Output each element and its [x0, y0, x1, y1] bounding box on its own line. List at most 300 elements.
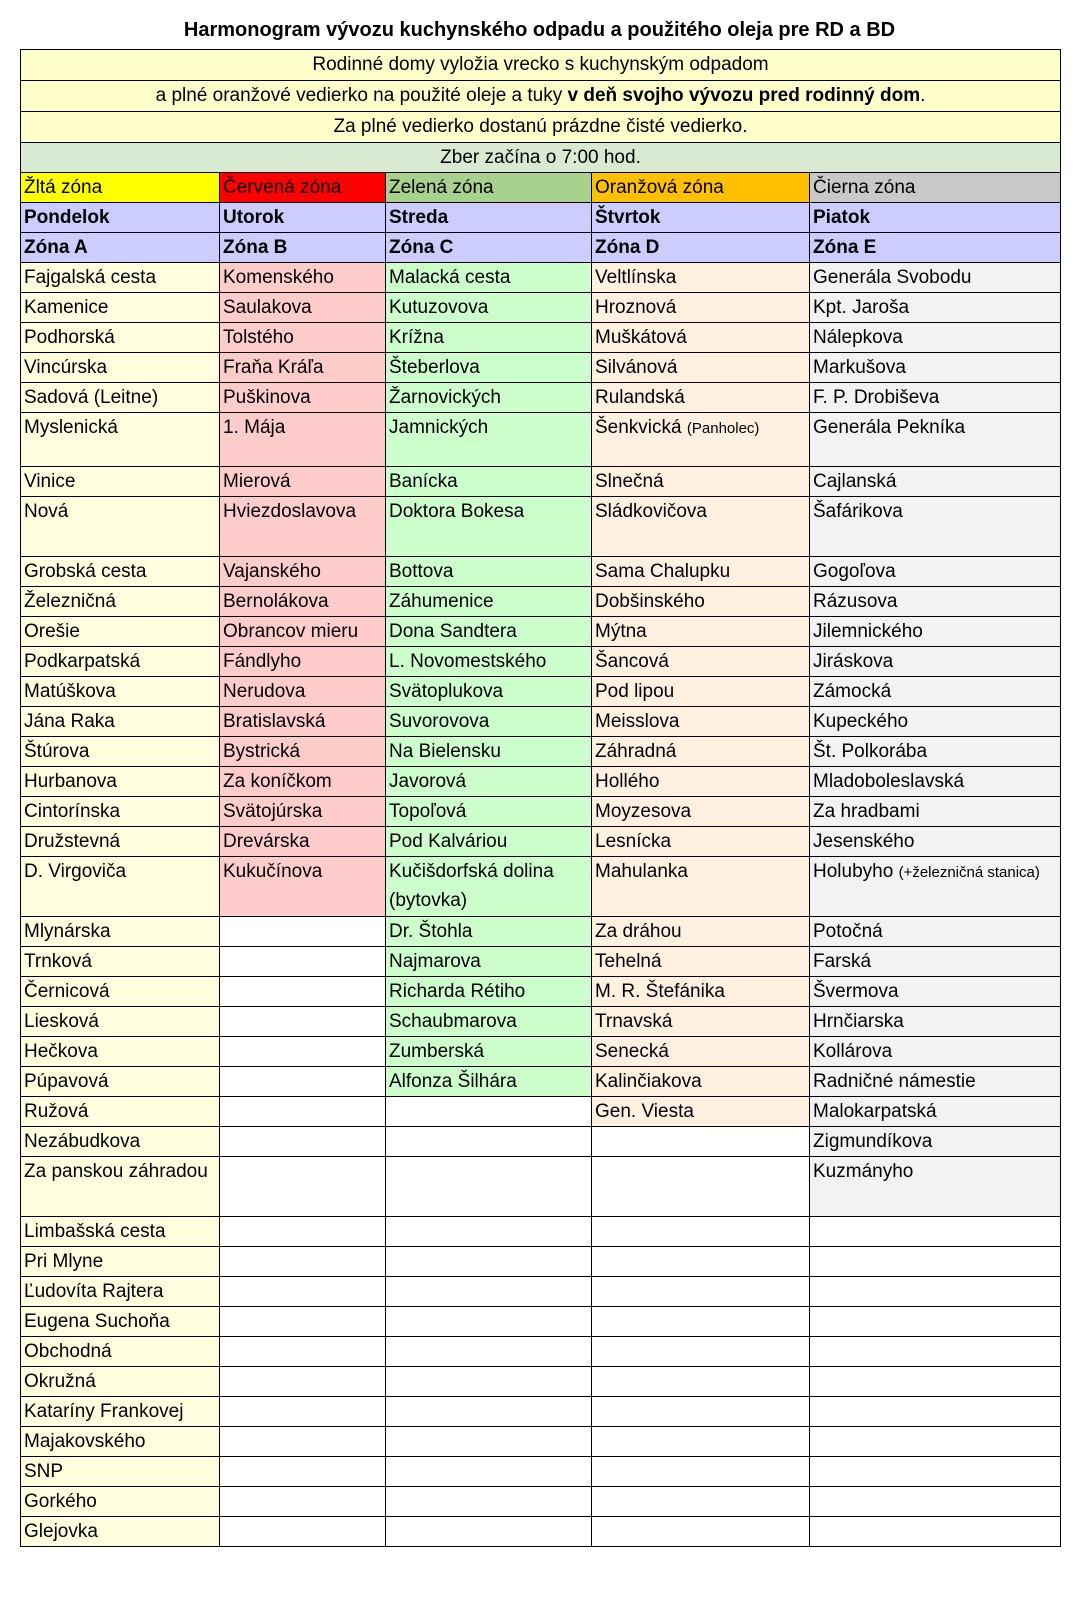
street-cell	[220, 293, 386, 323]
street-name: Pod Kalváriou	[389, 831, 508, 852]
table-row	[21, 797, 1061, 827]
street-cell	[21, 293, 220, 323]
street-cell	[21, 1097, 220, 1127]
street-name: Mahulanka	[595, 861, 688, 882]
table-row	[21, 1157, 1061, 1217]
street-cell	[810, 1307, 1061, 1337]
table-row	[21, 827, 1061, 857]
street-name: Doktora Bokesa	[389, 501, 525, 522]
street-name: Št. Polkorába	[813, 741, 928, 762]
street-cell	[220, 263, 386, 293]
street-cell	[386, 737, 592, 767]
street-cell	[220, 1157, 386, 1217]
street-cell	[220, 383, 386, 413]
street-cell	[386, 647, 592, 677]
table-row	[21, 737, 1061, 767]
street-name: F. P. Drobiševa	[813, 387, 940, 408]
zone-name-cell: Červená zóna	[220, 173, 386, 203]
street-name: L. Novomestského	[389, 651, 547, 672]
street-cell	[386, 1037, 592, 1067]
street-cell	[810, 557, 1061, 587]
table-row	[21, 647, 1061, 677]
street-name: Tolstého	[223, 327, 294, 348]
street-name: Puškinova	[223, 387, 311, 408]
street-name: Fajgalská cesta	[24, 267, 157, 288]
zone-name-cell: Žltá zóna	[21, 173, 220, 203]
street-name: Liesková	[24, 1011, 99, 1032]
table-row	[21, 353, 1061, 383]
street-name: Potočná	[813, 921, 883, 942]
street-name: Bystrická	[223, 741, 301, 762]
street-name: Jesenského	[813, 831, 915, 852]
street-name: Kalinčiakova	[595, 1071, 702, 1092]
street-cell	[592, 353, 810, 383]
street-name: Grobská cesta	[24, 561, 147, 582]
street-cell	[810, 497, 1061, 557]
street-name: Mierová	[223, 471, 291, 492]
street-cell	[386, 1427, 592, 1457]
street-cell	[386, 797, 592, 827]
day-cell: Štvrtok	[592, 203, 810, 233]
street-name: Mýtna	[595, 621, 647, 642]
street-cell	[810, 587, 1061, 617]
start-time-row	[21, 143, 1061, 173]
street-cell	[810, 737, 1061, 767]
street-cell	[592, 557, 810, 587]
street-cell	[592, 677, 810, 707]
street-name: Nálepkova	[813, 327, 903, 348]
street-cell	[592, 1217, 810, 1247]
street-cell	[21, 857, 220, 917]
street-cell	[220, 1247, 386, 1277]
street-cell	[810, 827, 1061, 857]
street-cell	[21, 1247, 220, 1277]
street-cell	[810, 707, 1061, 737]
street-cell	[21, 263, 220, 293]
street-cell	[592, 1307, 810, 1337]
table-row	[21, 1217, 1061, 1247]
street-cell	[220, 1487, 386, 1517]
street-cell	[220, 707, 386, 737]
street-cell	[220, 413, 386, 467]
street-cell	[592, 263, 810, 293]
street-cell	[592, 947, 810, 977]
street-cell	[220, 737, 386, 767]
street-note: (Panholec)	[686, 420, 760, 437]
street-name: Obrancov mieru	[223, 621, 359, 642]
street-cell	[386, 1127, 592, 1157]
street-cell	[592, 647, 810, 677]
street-cell	[386, 677, 592, 707]
street-name: Fándlyho	[223, 651, 302, 672]
street-cell	[21, 1367, 220, 1397]
street-cell	[220, 767, 386, 797]
street-name: Orešie	[24, 621, 80, 642]
street-cell	[220, 1367, 386, 1397]
street-cell	[592, 1367, 810, 1397]
street-cell	[21, 1037, 220, 1067]
street-name: Dobšinského	[595, 591, 705, 612]
table-row	[21, 1067, 1061, 1097]
street-name: Matúškova	[24, 681, 116, 702]
street-cell	[21, 1157, 220, 1217]
street-name: Nerudova	[223, 681, 306, 702]
street-cell	[21, 1487, 220, 1517]
street-cell	[220, 1337, 386, 1367]
street-cell	[386, 917, 592, 947]
street-cell	[386, 1367, 592, 1397]
day-cell: Pondelok	[21, 203, 220, 233]
street-name: Nová	[24, 501, 69, 522]
street-cell	[220, 647, 386, 677]
street-cell	[810, 1217, 1061, 1247]
street-cell	[220, 353, 386, 383]
street-name: Jána Raka	[24, 711, 115, 732]
street-name: SNP	[24, 1461, 64, 1482]
street-cell	[810, 1007, 1061, 1037]
street-cell	[592, 323, 810, 353]
street-cell	[220, 797, 386, 827]
street-cell	[810, 353, 1061, 383]
street-cell	[220, 1007, 386, 1037]
street-cell	[810, 647, 1061, 677]
street-name: Obchodná	[24, 1341, 112, 1362]
table-row	[21, 1487, 1061, 1517]
street-name: Rázusova	[813, 591, 898, 612]
street-cell	[220, 1037, 386, 1067]
table-row	[21, 323, 1061, 353]
street-cell	[386, 293, 592, 323]
day-cell: Piatok	[810, 203, 1061, 233]
street-name: Svätoplukova	[389, 681, 504, 702]
info-line-2-bold: v deň svojho vývozu pred rodinný dom	[567, 85, 921, 106]
street-cell	[220, 947, 386, 977]
street-cell	[21, 1457, 220, 1487]
street-cell	[592, 413, 810, 467]
street-cell	[220, 1277, 386, 1307]
street-cell	[810, 677, 1061, 707]
street-cell	[810, 1037, 1061, 1067]
street-cell	[21, 737, 220, 767]
street-cell	[386, 1097, 592, 1127]
table-row	[21, 1247, 1061, 1277]
street-name: Kukučínova	[223, 861, 323, 882]
street-cell	[386, 1007, 592, 1037]
day-cell: Streda	[386, 203, 592, 233]
zone-name-cell: Zelená zóna	[386, 173, 592, 203]
street-cell	[220, 1397, 386, 1427]
info-line-3: Za plné vedierko dostanú prázdne čisté vedierko.	[21, 112, 1061, 143]
info-line-2	[21, 81, 1061, 112]
street-note: (+železničná stanica)	[898, 864, 1040, 881]
street-name: M. R. Štefánika	[595, 981, 725, 1002]
day-cell: Utorok	[220, 203, 386, 233]
street-name: Podhorská	[24, 327, 115, 348]
street-name: Drevárska	[223, 831, 310, 852]
street-name: Javorová	[389, 771, 467, 792]
street-name: Gorkého	[24, 1491, 97, 1512]
street-name: Pri Mlyne	[24, 1251, 104, 1272]
street-cell	[386, 557, 592, 587]
zone-color-row	[21, 173, 1061, 203]
street-name: Limbašská cesta	[24, 1221, 166, 1242]
street-cell	[592, 467, 810, 497]
street-cell	[386, 857, 592, 917]
street-cell	[386, 977, 592, 1007]
street-cell	[21, 1427, 220, 1457]
street-name: Družstevná	[24, 831, 121, 852]
street-name: Zigmundíkova	[813, 1131, 933, 1152]
street-cell	[810, 413, 1061, 467]
street-cell	[810, 1337, 1061, 1367]
street-cell	[386, 1277, 592, 1307]
street-name: Kamenice	[24, 297, 109, 318]
street-name: Podkarpatská	[24, 651, 141, 672]
street-cell	[220, 677, 386, 707]
street-cell	[810, 323, 1061, 353]
street-cell	[810, 1457, 1061, 1487]
street-cell	[810, 1367, 1061, 1397]
street-cell	[810, 293, 1061, 323]
street-cell	[386, 1217, 592, 1247]
street-name: Pod lipou	[595, 681, 675, 702]
street-name: Za dráhou	[595, 921, 682, 942]
street-name: Komenského	[223, 267, 334, 288]
street-cell	[386, 767, 592, 797]
street-cell	[220, 557, 386, 587]
street-name: Kataríny Frankovej	[24, 1401, 184, 1422]
street-cell	[592, 1277, 810, 1307]
street-cell	[386, 827, 592, 857]
street-name: Kpt. Jaroša	[813, 297, 910, 318]
street-cell	[592, 1487, 810, 1517]
street-name: Hroznová	[595, 297, 677, 318]
street-name: Vajanského	[223, 561, 321, 582]
street-name: Černicová	[24, 981, 110, 1002]
street-cell	[386, 263, 592, 293]
street-name: Gogoľova	[813, 561, 896, 582]
street-name: Švermova	[813, 981, 899, 1002]
street-cell	[810, 1397, 1061, 1427]
street-cell	[810, 263, 1061, 293]
street-name: Ľudovíta Rajtera	[24, 1281, 164, 1302]
street-cell	[592, 1427, 810, 1457]
street-name: Glejovka	[24, 1521, 98, 1542]
schedule-table	[20, 49, 1061, 1547]
street-cell	[21, 617, 220, 647]
street-name: Farská	[813, 951, 872, 972]
street-name: Topoľová	[389, 801, 467, 822]
table-row	[21, 413, 1061, 467]
street-cell	[21, 947, 220, 977]
street-name: Hrnčiarska	[813, 1011, 904, 1032]
street-name: Kuzmányho	[813, 1161, 914, 1182]
street-cell	[592, 767, 810, 797]
street-cell	[592, 1007, 810, 1037]
table-row	[21, 1277, 1061, 1307]
zone-code-row	[21, 233, 1061, 263]
street-name: Suvorovova	[389, 711, 490, 732]
table-row	[21, 947, 1061, 977]
street-name: Sládkovičova	[595, 501, 707, 522]
street-name: Rulandská	[595, 387, 685, 408]
street-name: Krížna	[389, 327, 444, 348]
street-cell	[386, 1337, 592, 1367]
start-time: Zber začína o 7:00 hod.	[21, 143, 1061, 173]
info-row-2	[21, 81, 1061, 112]
street-name: Nezábudkova	[24, 1131, 141, 1152]
street-cell	[21, 797, 220, 827]
street-cell	[810, 947, 1061, 977]
street-name: Fraňa Kráľa	[223, 357, 324, 378]
street-name: Tehelná	[595, 951, 662, 972]
street-name: Banícka	[389, 471, 458, 492]
street-name: Za hradbami	[813, 801, 920, 822]
street-name: Kutuzovova	[389, 297, 489, 318]
street-name: Richarda Rétiho	[389, 981, 526, 1002]
street-cell	[21, 1007, 220, 1037]
street-name: Hollého	[595, 771, 660, 792]
street-name: Hurbanova	[24, 771, 117, 792]
street-cell	[220, 1217, 386, 1247]
street-cell	[21, 383, 220, 413]
street-cell	[592, 977, 810, 1007]
table-row	[21, 1307, 1061, 1337]
info-line-2-suffix: .	[920, 85, 926, 106]
street-cell	[592, 797, 810, 827]
street-cell	[592, 497, 810, 557]
street-cell	[21, 1217, 220, 1247]
street-name: Dr. Štohla	[389, 921, 473, 942]
street-name: Radničné námestie	[813, 1071, 976, 1092]
table-row	[21, 857, 1061, 917]
street-name: Vinice	[24, 471, 76, 492]
table-row	[21, 587, 1061, 617]
zone-code-cell: Zóna B	[220, 233, 386, 263]
street-name: Eugena Suchoňa	[24, 1311, 170, 1332]
street-cell	[592, 617, 810, 647]
street-name: Holubyho	[813, 861, 894, 882]
street-cell	[592, 857, 810, 917]
street-name: Lesnícka	[595, 831, 672, 852]
street-name: Trnková	[24, 951, 92, 972]
street-name: Zumberská	[389, 1041, 485, 1062]
street-name: Alfonza Šilhára	[389, 1071, 517, 1092]
street-name: Myslenická	[24, 417, 118, 438]
street-cell	[220, 1127, 386, 1157]
table-row	[21, 977, 1061, 1007]
street-cell	[386, 1157, 592, 1217]
table-row	[21, 1397, 1061, 1427]
street-name: Šancová	[595, 651, 669, 672]
street-name: Muškátová	[595, 327, 687, 348]
street-name: Trnavská	[595, 1011, 673, 1032]
street-name: Dona Sandtera	[389, 621, 517, 642]
street-cell	[592, 1457, 810, 1487]
street-cell	[220, 827, 386, 857]
street-cell	[220, 467, 386, 497]
street-cell	[220, 1067, 386, 1097]
street-name: Sadová (Leitne)	[24, 387, 159, 408]
street-cell	[386, 1307, 592, 1337]
street-name: Markušova	[813, 357, 906, 378]
street-name: D. Virgoviča	[24, 861, 127, 882]
table-row	[21, 917, 1061, 947]
street-cell	[810, 1127, 1061, 1157]
street-cell	[592, 1097, 810, 1127]
street-name: Ružová	[24, 1101, 89, 1122]
street-name: Zámocká	[813, 681, 892, 702]
street-name: Saulakova	[223, 297, 312, 318]
table-row	[21, 1367, 1061, 1397]
table-row	[21, 1007, 1061, 1037]
table-row	[21, 1517, 1061, 1547]
street-cell	[810, 917, 1061, 947]
street-name: Kupeckého	[813, 711, 909, 732]
street-name: Mladoboleslavská	[813, 771, 965, 792]
info-line-1: Rodinné domy vyložia vrecko s kuchynským odpadom	[21, 50, 1061, 81]
street-name: Majakovského	[24, 1431, 146, 1452]
street-cell	[21, 1067, 220, 1097]
street-cell	[220, 1457, 386, 1487]
street-cell	[810, 857, 1061, 917]
street-cell	[592, 293, 810, 323]
street-name: Za koníčkom	[223, 771, 332, 792]
street-name: Záhradná	[595, 741, 677, 762]
street-name: Cintorínska	[24, 801, 121, 822]
street-cell	[592, 1247, 810, 1277]
street-name: 1. Mája	[223, 417, 286, 438]
zone-code-cell: Zóna A	[21, 233, 220, 263]
street-cell	[21, 1397, 220, 1427]
street-name: Bernolákova	[223, 591, 329, 612]
street-name: Jamnických	[389, 417, 489, 438]
street-name: Malokarpatská	[813, 1101, 937, 1122]
street-name: Veltlínska	[595, 267, 677, 288]
street-cell	[810, 1097, 1061, 1127]
street-cell	[386, 413, 592, 467]
street-name: Sama Chalupku	[595, 561, 731, 582]
street-name: Bratislavská	[223, 711, 326, 732]
street-cell	[592, 383, 810, 413]
street-name: Meisslova	[595, 711, 680, 732]
street-name: Žarnovických	[389, 387, 501, 408]
street-cell	[21, 1337, 220, 1367]
street-name: Šteberlova	[389, 357, 480, 378]
street-cell	[810, 767, 1061, 797]
street-cell	[810, 977, 1061, 1007]
street-cell	[386, 1067, 592, 1097]
table-row	[21, 617, 1061, 647]
table-row	[21, 467, 1061, 497]
street-cell	[386, 1247, 592, 1277]
street-cell	[21, 1277, 220, 1307]
zone-code-cell: Zóna D	[592, 233, 810, 263]
street-cell	[386, 497, 592, 557]
street-cell	[21, 497, 220, 557]
street-cell	[386, 1457, 592, 1487]
street-cell	[21, 977, 220, 1007]
street-cell	[386, 383, 592, 413]
street-cell	[810, 1517, 1061, 1547]
street-cell	[810, 1487, 1061, 1517]
table-row	[21, 1097, 1061, 1127]
street-cell	[810, 1427, 1061, 1457]
table-row	[21, 767, 1061, 797]
street-cell	[220, 1307, 386, 1337]
street-cell	[810, 1277, 1061, 1307]
street-cell	[592, 737, 810, 767]
